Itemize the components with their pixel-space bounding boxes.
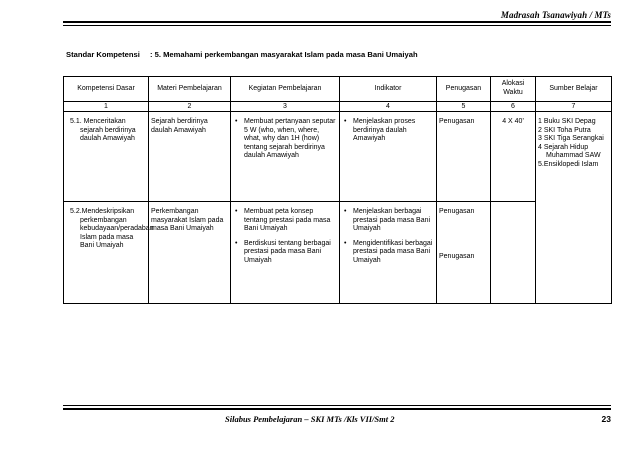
sumber-item: 1 Buku SKI Depag (538, 118, 596, 125)
header-title: Madrasah Tsanawiyah / MTs (500, 10, 611, 20)
list-item: • Membuat pertanyaan seputar 5 W (who, when, where, what, why dan 1H (how) tentang sejarah berdirinya daulah Amawiyah (233, 118, 337, 161)
col-header: Sumber Belajar (536, 77, 612, 102)
penugasan-cell (437, 202, 491, 304)
table-row (64, 112, 612, 202)
standar-value: : 5. Memahami perkembangan masyarakat Islam pada masa Bani Umaiyah (150, 50, 418, 59)
materi-cell: Sejarah berdirinya daulah Amawiyah (149, 112, 231, 202)
kegiatan-cell (231, 202, 340, 304)
alokasi-cell (491, 202, 536, 304)
alokasi-cell: 4 X 40' (491, 112, 536, 202)
syllabus-table (63, 76, 612, 304)
standar-label: Standar Kompetensi (66, 50, 140, 59)
col-number: 3 (231, 102, 340, 112)
penugasan-item: Penugasan (439, 252, 475, 260)
list-item: • Berdiskusi tentang berbagai prestasi pada masa Bani Umaiyah (233, 240, 337, 266)
col-header: Kegiatan Pembelajaran (231, 77, 340, 102)
materi-cell: Perkembangan masyarakat Islam pada masa Bani Umaiyah (149, 202, 231, 304)
list-item: • Menjelaskan proses berdirinya daulah Amawiyah (342, 118, 434, 144)
col-header: Indikator (340, 77, 437, 102)
kegiatan-cell (231, 112, 340, 202)
table-row (64, 202, 612, 304)
sumber-item: 5.Ensiklopedi Islam (538, 160, 599, 168)
col-number: 1 (64, 102, 149, 112)
sumber-cell (536, 112, 612, 304)
header-rule-thin (63, 25, 611, 26)
sumber-item: 4 Sejarah Hidup Muhammad SAW (538, 143, 601, 160)
list-item: • Menjelaskan berbagai prestasi pada masa Bani Umaiyah (342, 208, 434, 234)
col-number: 2 (149, 102, 231, 112)
col-number: 4 (340, 102, 437, 112)
page-number: 23 (601, 414, 611, 424)
penugasan-cell: Penugasan (437, 112, 491, 202)
col-header: Alokasi Waktu (491, 77, 536, 102)
col-header: Kompetensi Dasar (64, 77, 149, 102)
indikator-cell (340, 112, 437, 202)
footer-rule-thin (63, 405, 611, 406)
sumber-item: 3 SKI Tiga Serangkai (538, 135, 604, 143)
table-header-row (64, 77, 612, 102)
list-item: • Membuat peta konsep tentang prestasi pada masa Bani Umaiyah (233, 208, 337, 234)
col-header: Materi Pembelajaran (149, 77, 231, 102)
column-number-row (64, 102, 612, 112)
kompetensi-cell: 5.2.Mendeskripsikan perkembangan kebudayaan/peradaban Islam pada masa Bani Umaiyah (64, 202, 149, 304)
col-number: 5 (437, 102, 491, 112)
standar-kompetensi (66, 50, 418, 59)
footer-rule (63, 408, 611, 410)
list-item: • Mengidentifikasi berbagai prestasi pada masa Bani Umaiyah (342, 240, 434, 266)
penugasan-item: Penugasan (439, 208, 475, 215)
indikator-cell (340, 202, 437, 304)
sumber-item: 2 SKI Toha Putra (538, 126, 591, 134)
kompetensi-cell: 5.1. Menceritakan sejarah berdirinya daulah Amawiyah (64, 112, 149, 202)
col-number: 6 (491, 102, 536, 112)
col-header: Penugasan (437, 77, 491, 102)
footer-title: Silabus Pembelajaran – SKI MTs /Kls VII/Smt 2 (225, 414, 395, 424)
col-number: 7 (536, 102, 612, 112)
header-rule (63, 21, 611, 23)
